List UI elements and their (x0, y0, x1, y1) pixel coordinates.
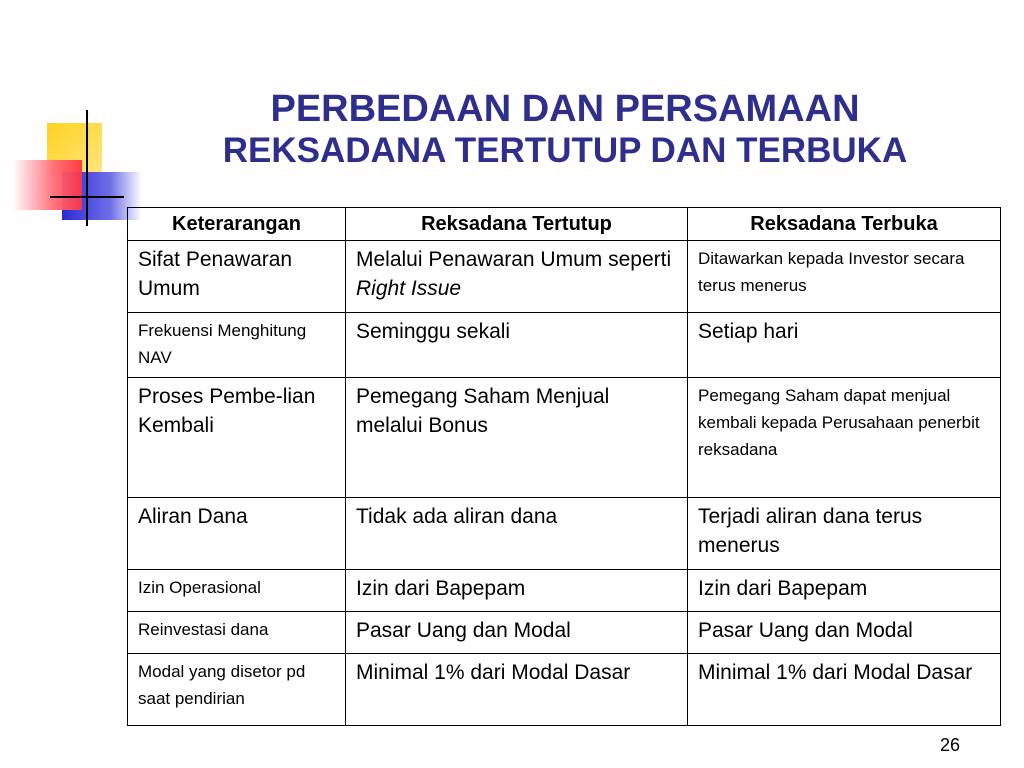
slide-title (130, 88, 1000, 170)
table-header-row (128, 208, 1001, 241)
row-label: Proses Pembe-lian Kembali (128, 378, 346, 498)
cell-tertutup: Tidak ada aliran dana (346, 498, 688, 570)
row-label: Modal yang disetor pd saat pendirian (128, 654, 346, 726)
cell-tertutup: Pasar Uang dan Modal (346, 612, 688, 654)
red-square (12, 160, 82, 210)
table-row (128, 654, 1001, 726)
cell-terbuka: Izin dari Bapepam (688, 570, 1001, 612)
table-row (128, 378, 1001, 498)
header-tertutup: Reksadana Tertutup (346, 208, 688, 241)
cell-terbuka: Setiap hari (688, 313, 1001, 378)
header-terbuka: Reksadana Terbuka (688, 208, 1001, 241)
cell-text-italic: Right Issue (356, 277, 462, 300)
cell-terbuka: Ditawarkan kepada Investor secara terus menerus (688, 241, 1001, 313)
cell-terbuka: Minimal 1% dari Modal Dasar (688, 654, 1001, 726)
cell-text: Melalui Penawaran Umum seperti (356, 248, 672, 271)
cell-tertutup: Izin dari Bapepam (346, 570, 688, 612)
corner-ornament (0, 0, 150, 240)
cell-tertutup: Seminggu sekali (346, 313, 688, 378)
row-label: Aliran Dana (128, 498, 346, 570)
table-row (128, 241, 1001, 313)
title-line-1: PERBEDAAN DAN PERSAMAAN (270, 88, 860, 130)
cell-terbuka: Pasar Uang dan Modal (688, 612, 1001, 654)
comparison-table (127, 207, 1001, 726)
row-label: Izin Operasional (128, 570, 346, 612)
cell-terbuka: Pemegang Saham dapat menjual kembali kepada Perusahaan penerbit reksadana (688, 378, 1001, 498)
cell-terbuka: Terjadi aliran dana terus menerus (688, 498, 1001, 570)
cell-tertutup: Minimal 1% dari Modal Dasar (346, 654, 688, 726)
row-label: Reinvestasi dana (128, 612, 346, 654)
row-label: Frekuensi Menghitung NAV (128, 313, 346, 378)
cell-tertutup (346, 241, 688, 313)
title-line-2: REKSADANA TERTUTUP DAN TERBUKA (222, 130, 908, 170)
header-keterangan: Keterarangan (128, 208, 346, 241)
table-row (128, 313, 1001, 378)
table-row (128, 570, 1001, 612)
cell-tertutup: Pemegang Saham Menjual melalui Bonus (346, 378, 688, 498)
page-number: 26 (940, 735, 961, 755)
table-row (128, 498, 1001, 570)
row-label: Sifat Penawaran Umum (128, 241, 346, 313)
table-row (128, 612, 1001, 654)
